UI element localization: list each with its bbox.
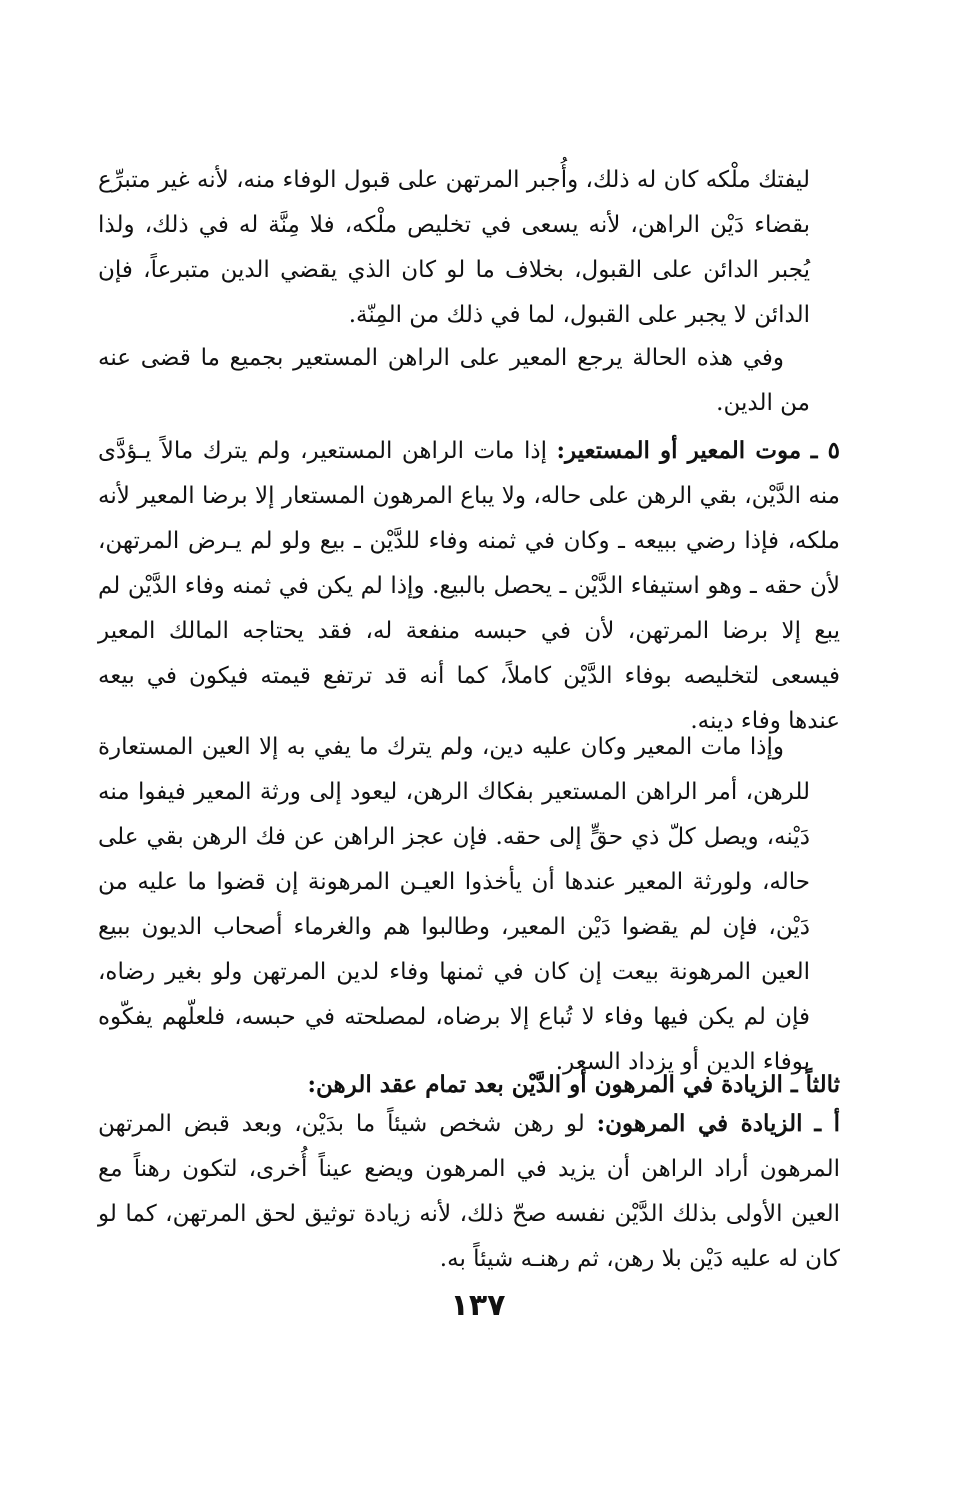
paragraph-lender-recourse: وفي هذه الحالة يرجع المعير على الراهن المستعير بجميع ما قضى عنه من الدين. (98, 345, 810, 416)
section-heading-third: ثالثاً ـ الزيادة في المرهون أو الدَّيْن بعد تمام عقد الرهن: (307, 1071, 840, 1098)
paragraph-lender-death: وإذا مات المعير وكان عليه دين، ولم يترك ما يفي به إلا العين المستعارة للرهن، أمر الراهن المستعير بفكاك الرهن، ليعود إلى ورثة المعير فيفوا منه دَيْنه، ويصل كلّ ذي حقٍّ إلى حقه. فإن عجز الراهن عن فك الرهن بقي على حاله، ولورثة المعير عندها أن يأخذوا العيـن المرهونة إن قضوا ما عليه من دَيْن، فإن لم يقضوا دَيْن المعير، وطالبوا هم والغرماء أصحاب الديون ببيع العين المرهونة بيعت إن كان في ثمنها وفاء لدين المرتهن ولو بغير رضاه، فإن لم يكن فيها وفاء لا تُباع إلا برضاه، لمصلحته في حبسه، فلعلّهم يفكّوه بوفاء الدين أو يزداد السعر. (98, 734, 810, 1075)
item-number: ٥ ـ (810, 437, 841, 464)
item-title: موت المعير أو المستعير: (556, 437, 802, 464)
item-body: لو رهن شخص شيئاً ما بدَيْن، وبعد قبض المرتهن المرهون أراد الراهن أن يزيد في المرهون ويضع عيناً أُخرى، لتكون رهناً مع العين الأولى بذلك الدَّيْن نفسه صحّ ذلك، لأنه زيادة توثيق لحق المرتهن، كما لو كان له عليه دَيْن بلا رهن، ثم رهنـه شيئاً به. (98, 1111, 840, 1272)
numbered-item-5 (98, 428, 840, 744)
page-number: ١٣٧ (450, 1288, 506, 1323)
item-body: إذا مات الراهن المستعير، ولم يترك مالاً يـؤدَّى منه الدَّيْن، بقي الرهن على حاله، ولا يباع المرهون المستعار إلا برضا المعير لأنه ملكه، فإذا رضي ببيعه ـ وكان في ثمنه وفاء للدَّيْن ـ بيع ولو لم يـرض المرتهن، لأن حقه ـ وهو استيفاء الدَّيْن ـ يحصل بالبيع. وإذا لم يكن في ثمنه وفاء الدَّيْن لم يبع إلا برضا المرتهن، لأن في حبسه منفعة له، فقد يحتاجه المالك المعير فيسعى لتخليصه بوفاء الدَّيْن كاملاً، كما أنه قد ترتفع قيمته فيكون في بيعه عندها وفاء دينه. (98, 438, 840, 734)
item-title: الزيادة في المرهون: (596, 1110, 803, 1137)
item-letter: أ ـ (814, 1110, 841, 1137)
lettered-item-a (98, 1101, 840, 1282)
paragraph-debt-payment: ليفتك ملْكه كان له ذلك، وأُجبر المرتهن على قبول الوفاء منه، لأنه غير متبرِّع بقضاء دَيْن الراهن، لأنه يسعى في تخليص ملْكه، فلا مِنَّة له في ذلك، ولذا يُجبر الدائن على القبول، بخلاف ما لو كان الذي يقضي الدين متبرعاً، فإن الدائن لا يجبر على القبول، لما في ذلك من المِنّة. (98, 167, 810, 328)
